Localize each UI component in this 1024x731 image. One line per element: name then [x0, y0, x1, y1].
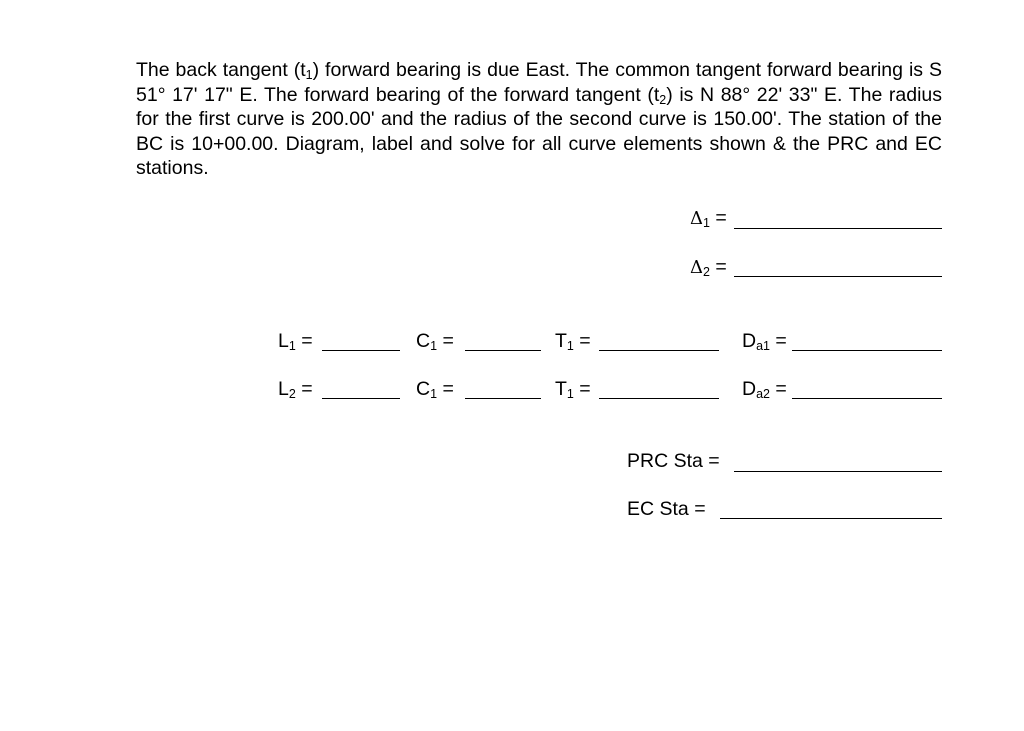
t1-answer-blank[interactable] [599, 350, 719, 351]
da2-label: $D_{a2}$ = [742, 378, 787, 401]
delta2-answer-blank[interactable] [734, 276, 942, 277]
prc-station-label: PRC Sta = [627, 450, 720, 472]
c1-label: $C_1$ = [416, 330, 454, 353]
delta2-label: $\Delta_2$ = [690, 256, 727, 279]
c1-answer-blank[interactable] [465, 350, 541, 351]
delta1-answer-blank[interactable] [734, 228, 942, 229]
t2-label: $T_1$ = [555, 378, 591, 401]
l2-answer-blank[interactable] [322, 398, 400, 399]
ec-station-answer-blank[interactable] [720, 518, 942, 519]
problem-subscript-1: 1 [305, 68, 313, 82]
ec-station-label: EC Sta = [627, 498, 706, 520]
c2-answer-blank[interactable] [465, 398, 541, 399]
c2-label: $C_1$ = [416, 378, 454, 401]
delta1-label: $\Delta_1$ = [690, 207, 727, 230]
l1-label: $L_1$ = [278, 330, 313, 353]
problem-subscript-2: 2 [659, 92, 667, 107]
da1-label: $D_{a1}$ = [742, 330, 787, 353]
da1-answer-blank[interactable] [792, 350, 942, 351]
problem-statement [136, 58, 942, 181]
problem-text-part-3: ) is N 88° 22' 33" E. The radius for the first curve is 200.00' and the radius of the second curve is 150.00'. The station of the BC is 10+00.00. Diagram, label and solve for all curve elements shown & the PRC and EC stations. [136, 83, 943, 179]
t2-answer-blank[interactable] [599, 398, 719, 399]
l1-answer-blank[interactable] [322, 350, 400, 351]
t1-label: $T_1$ = [555, 330, 591, 353]
prc-station-answer-blank[interactable] [734, 471, 942, 472]
l2-label: $L_2$ = [278, 378, 313, 401]
da2-answer-blank[interactable] [792, 398, 942, 399]
problem-text-part-1: The back tangent (t [136, 59, 306, 81]
problem-text-part-2: ) forward bearing is due East. The common tangent forward bearing is S 51° 17' 17" E. The forward bearing of the forward tangent (t [136, 59, 942, 106]
